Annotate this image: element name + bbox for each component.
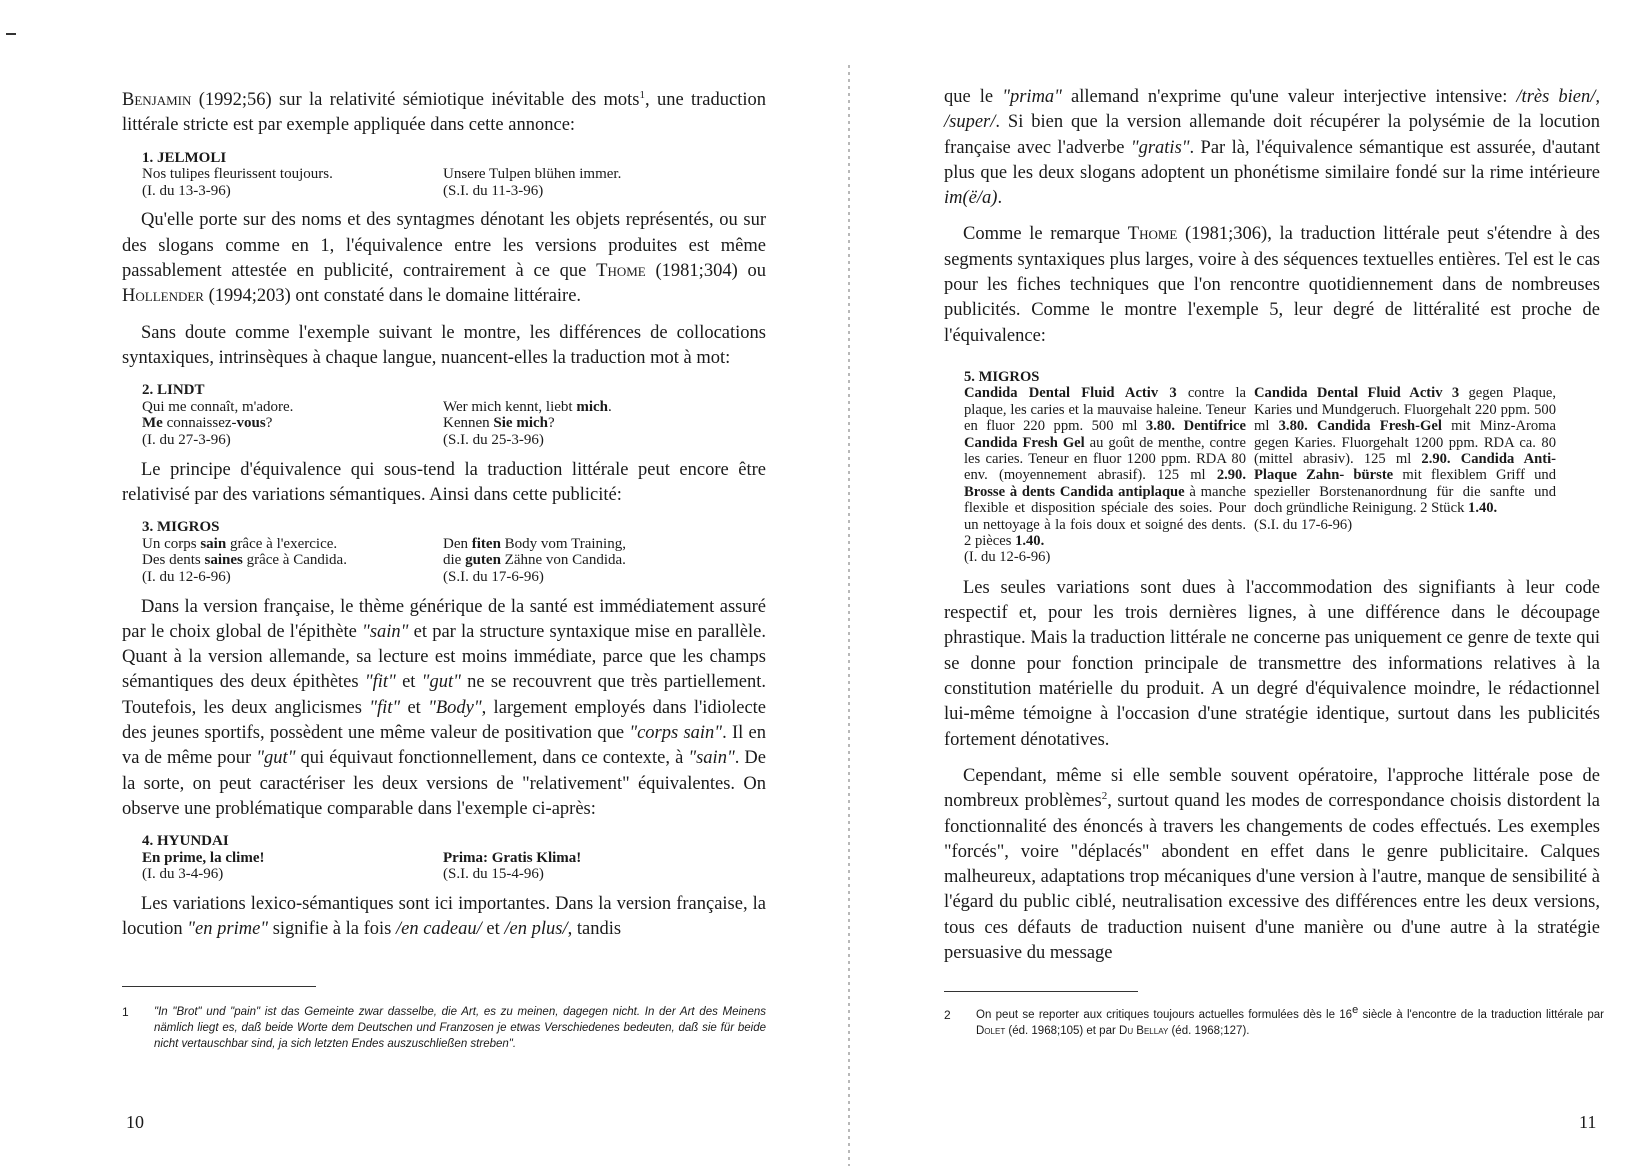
example-de-source: (S.I. du 17-6-96): [443, 568, 544, 585]
example-lindt: [142, 382, 766, 448]
example-de-source: (S.I. du 25-3-96): [443, 431, 544, 448]
author-name: Thome: [596, 260, 646, 281]
page-number: 11: [1579, 1112, 1597, 1132]
footnote-number: 1: [122, 1005, 129, 1019]
example-de-text: Candida Dental Fluid Activ 3 gegen Plaque, Karies und Mundgeruch. Fluorgehalt 220 ppm. 500 ml 3.80. Candida Fresh-Gel mit Minz-Aroma gegen Karies. Fluorgehalt 1200 ppm. RDA ca. 80 (mittel abrasiv). 125 ml 2.90. Candida Anti-Plaque Zahn- bürste mit flexiblem Griff und spezieller Borstenanordnung für die sanfte und doch gründliche Reinigung. 2 Stück 1.40. (S.I. du 17-6-96): [1254, 385, 1557, 533]
example-de-source: (S.I. du 11-3-96): [443, 182, 544, 199]
example-de-line: Kennen Sie mich?: [443, 415, 555, 432]
example-fr-source: (I. du 27-3-96): [142, 431, 231, 448]
example-fr-line: En prime, la clime!: [142, 849, 265, 866]
footnote-text: On peut se reporter aux critiques toujours actuelles formulées dès le 16e siècle à l'encontre de la traduction littérale par Dolet (éd. 1968;105) et par Du Bellay (éd. 1968;127).: [976, 1004, 1604, 1037]
author-name: Hollender: [122, 286, 204, 307]
footnote: [122, 1004, 766, 1052]
example-title: 2. LINDT: [142, 382, 205, 399]
example-title: 1. JELMOLI: [142, 149, 227, 166]
paragraph: Cependant, même si elle semble souvent opératoire, l'approche littérale pose de nombreux problèmes$^2$, surtout quand les modes de correspondance choisis distordent la fonctionnalité des énoncés à travers les changements de codes effectués. Les exemples "forcés", voire "déplacés" abondent en effet dans le genre publicitaire. Calques malheureux, adaptations trop mécaniques d'une version à l'autre, manque de sensibilité à l'égard du public ciblé, neutralisation excessive des différences entre les deux versions, tous ces défauts de traduction nuisent d'une manière ou d'une autre à la stratégie persuasive du message: [944, 765, 1600, 963]
example-fr-line: Nos tulipes fleurissent toujours.: [142, 166, 333, 183]
example-fr-source: (I. du 3-4-96): [142, 866, 224, 883]
paragraph: Le principe d'équivalence qui sous-tend la traduction littérale peut encore être relativisé par des variations sémantiques. Ainsi dans cette publicité:: [122, 459, 766, 505]
footnote-rule: [944, 991, 1138, 992]
example-de-line: Den fiten Body vom Training,: [443, 535, 626, 552]
footnote-number: 2: [944, 1008, 951, 1022]
paragraph: Qu'elle porte sur des noms et des syntagmes dénotant les objets représentés, ou sur des slogans comme en 1, l'équivalence entre les versions produites est même passablement attestée en publicité, contrairement à ce que Thome (1981;304) ou Hollender (1994;203) ont constaté dans le domaine littéraire.: [122, 210, 766, 307]
example-de-source: (S.I. du 17-6-96): [1254, 516, 1353, 533]
author-name: Dolet: [976, 1025, 1006, 1037]
page-number: 10: [126, 1112, 144, 1132]
example-fr-line: Qui me connaît, m'adore.: [142, 398, 294, 415]
example-migros: [142, 519, 766, 585]
example-jelmoli: [142, 150, 766, 200]
example-de-line: die guten Zähne von Candida.: [443, 552, 626, 569]
paragraph: Comme le remarque Thome (1981;306), la traduction littérale peut s'étendre à des segments syntaxiques plus larges, voire à des séquences textuelles entières. Tel est le cas pour les fiches techniques que l'on rencontre quotidiennement dans de nombreuses publicités. Comme le montre l'exemple 5, leur degré de littéralité est proche de l'équivalence:: [944, 224, 1601, 346]
author-name: Thome: [1127, 224, 1178, 245]
footnote-ref[interactable]: 1: [639, 88, 645, 101]
example-fr-source: (I. du 12-6-96): [142, 568, 231, 585]
example-fr-line: Me connaissez-vous?: [142, 415, 273, 432]
paragraph: Benjamin (1992;56) sur la relativité sémiotique inévitable des mots$^1$, une traduction littérale stricte est par exemple appliquée dans cette annonce:: [122, 88, 767, 136]
example-fr-line: Un corps sain grâce à l'exercice.: [142, 535, 338, 552]
example-fr-source: (I. du 13-3-96): [142, 182, 231, 199]
author-name: Du Bellay: [1119, 1025, 1169, 1037]
example-title: 5. MIGROS: [964, 368, 1040, 385]
example-fr-source: (I. du 12-6-96): [964, 549, 1051, 566]
example-migros-candida: [964, 369, 1600, 566]
paragraph: Sans doute comme l'exemple suivant le montre, les différences de collocations syntaxiques, intrinsèques à chaque langue, nuancent-elles la traduction mot à mot:: [122, 322, 766, 368]
paragraph: que le "prima" allemand n'exprime qu'une valeur interjective intensive: /très bien/, /super/. Si bien que la version allemande doit récupérer la polysémie de la locution française avec l'adverbe "gratis". Par là, l'équivalence sémantique est assurée, d'autant plus que les deux slogans adoptent un phonétisme similaire fondé sur la rime intérieure im(ë/a).: [944, 87, 1601, 209]
example-de-line: Wer mich kennt, liebt mich.: [443, 398, 612, 415]
paragraph: Dans la version française, le thème générique de la santé est immédiatement assuré par le choix global de l'épithète "sain" et par la structure syntaxique mise en parallèle. Quant à la version allemande, sa lecture est moins immédiate, parce que les champs sémantiques des deux épithètes "fit" et "gut" ne se recouvrent que très partiellement. Toutefois, les deux anglicismes "fit" et "Body", largement employés dans l'idiolecte des jeunes sportifs, possèdent une même valeur de positivation que "corps sain". Il en va de même pour "gut" qui équivaut fonctionnellement, dans ce contexte, à "sain". De la sorte, on peut caractériser les deux versions de "relativement" équivalentes. On observe une problématique comparable dans l'exemple ci-après:: [122, 596, 767, 819]
right-page: [850, 0, 1643, 1166]
author-name: Benjamin: [122, 90, 192, 110]
left-body-column: [122, 88, 766, 954]
paragraph: Les seules variations sont dues à l'accommodation des signifiants à leur code respectif et, pour les trois dernières lignes, à une différence dans le découpage phrastique. Mais la traduction littérale ne concerne pas uniquement ce genre de texte qui se donne pour fonction principale de transmettre des informations relatives à la constitution matérielle du produit. A un degré d'équivalence moindre, le rédactionnel lui-même témoigne à l'occasion d'une stratégie identique, surtout dans les publicités fortement dénotatives.: [944, 577, 1600, 750]
example-fr-line: Des dents saines grâce à Candida.: [142, 552, 347, 569]
footnote-rule: [122, 986, 316, 987]
example-hyundai: [142, 833, 766, 883]
example-title: 3. MIGROS: [142, 519, 220, 536]
paragraph: Les variations lexico-sémantiques sont ici importantes. Dans la version française, la locution "en prime" signifie à la fois /en cadeau/ et /en plus/, tandis: [122, 893, 766, 940]
example-fr-text: Candida Dental Fluid Activ 3 contre la plaque, les caries et la mauvaise haleine. Teneur en fluor 220 ppm. 500 ml 3.80. Dentifrice Candida Fresh Gel au goût de menthe, contre les caries. Teneur en fluor 1200 ppm. RDA 80 env. (moyennement abrasif). 125 ml 2.90. Brosse à dents Candida antiplaque à manche flexible et disposition spéciale des soies. Pour un nettoyage à la fois doux et soigné des dents. 2 pièces 1.40. (I. du 12-6-96): [964, 385, 1247, 566]
example-de-line: Unsere Tulpen blühen immer.: [443, 166, 622, 183]
example-de-source: (S.I. du 15-4-96): [443, 866, 544, 883]
footnote-text: "In "Brot" und "pain" ist das Gemeinte zwar dasselbe, die Art, es zu meinen, dagegen nicht. In der Art des Meinens nämlich liegt es, daß beide Worte dem Deutschen und Franzosen je etwas Verschiedenes bedeuten, daß sie für beide nicht vertauschbar sind, ja sich letzten Endes auszuschließen streben".: [154, 1006, 766, 1050]
footnote: [944, 1004, 1604, 1039]
right-body-column: [944, 85, 1600, 977]
example-title: 4. HYUNDAI: [142, 833, 229, 850]
example-de-line: Prima: Gratis Klima!: [443, 849, 582, 866]
footnote-ref[interactable]: 2: [1101, 790, 1108, 803]
